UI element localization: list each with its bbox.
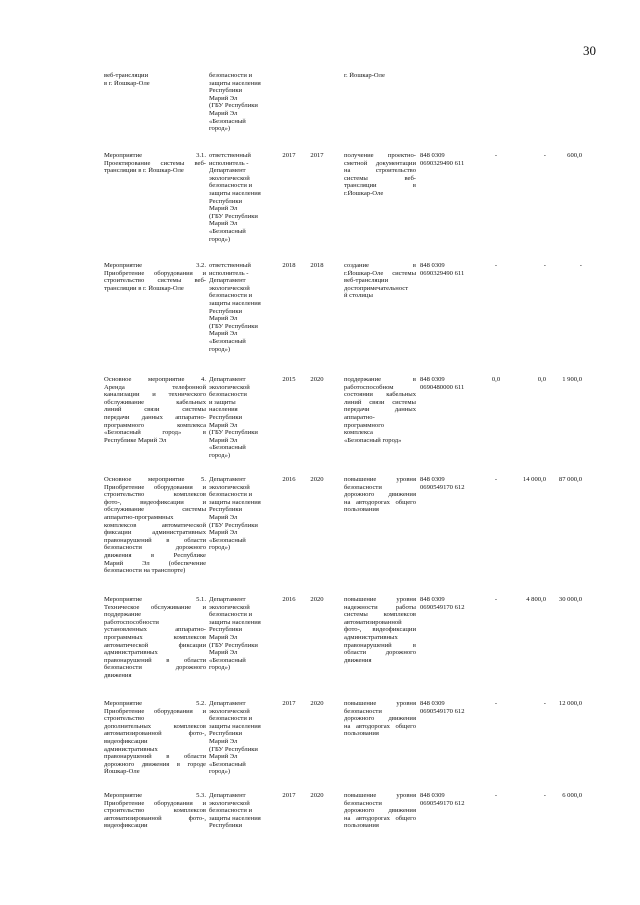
activity-name-line: Мероприятие 5.2.: [104, 700, 206, 707]
responsible-executor-line: экологической: [209, 174, 250, 182]
activity-name: [104, 262, 206, 292]
funding-value-1: -: [494, 262, 498, 269]
activity-name-line: фиксации административных: [104, 529, 206, 537]
expected-result-line: состоянии кабельных: [344, 391, 416, 399]
expected-result-line: безопасности: [344, 483, 382, 491]
activity-name-line: Основное мероприятие 5.: [104, 476, 206, 483]
start-year: 2017: [282, 792, 296, 799]
activity-name-line: «Безопасный город» в: [104, 429, 206, 437]
expected-result-line: передачи данных: [344, 406, 416, 414]
expected-result-line: безопасности: [344, 799, 382, 807]
expected-result-line: пользования: [344, 730, 379, 738]
responsible-executor: [209, 72, 269, 133]
responsible-executor-line: (ГБУ Республики: [209, 641, 258, 649]
responsible-executor-line: Департамент: [209, 476, 246, 483]
responsible-executor-line: Департамент: [209, 277, 246, 285]
activity-name-line: Проектирование системы веб-: [104, 159, 206, 167]
activity-name-line: строительство комплексов: [104, 807, 206, 815]
expected-result-line: на автодорогах общего: [344, 722, 416, 730]
expected-result-line: достопримечательност: [344, 284, 409, 292]
funding-value-3: 600,0: [567, 152, 582, 159]
expected-result-line: дорожного движения: [344, 807, 416, 815]
responsible-executor-line: Республики: [209, 197, 243, 205]
funding-value-1: -: [494, 596, 498, 603]
activity-name-line: Республике Марий Эл: [104, 436, 167, 444]
activity-name-line: безопасности на транспорте): [104, 567, 186, 575]
responsible-executor-line: исполнитель -: [209, 269, 249, 277]
activity-name-line: безопасности дорожного: [104, 544, 206, 552]
responsible-executor-line: и защиты: [209, 398, 236, 406]
funding-value-1: -: [494, 476, 498, 483]
expected-result: [344, 262, 416, 300]
responsible-executor-line: Марий Эл: [209, 529, 238, 537]
expected-result: [344, 376, 416, 444]
expected-result-line: на автодорогах общего: [344, 498, 416, 506]
responsible-executor-line: «Безопасный: [209, 337, 246, 345]
responsible-executor-line: Марий Эл: [209, 94, 238, 102]
budget-code-line: 848 0309: [420, 700, 445, 707]
responsible-executor-line: Марий Эл: [209, 737, 238, 745]
responsible-executor-line: защиты населения: [209, 618, 261, 626]
start-year: 2016: [282, 596, 296, 603]
responsible-executor-line: Департамент: [209, 792, 246, 799]
activity-name-line: строительство: [104, 715, 145, 723]
funding-value-2: 0,0: [537, 376, 546, 383]
budget-code-line: 848 0309: [420, 476, 445, 483]
activity-name-line: установленных аппаратно-: [104, 626, 206, 634]
activity-name: [104, 476, 206, 575]
expected-result-line: пользования: [344, 506, 379, 514]
funding-value-3: 1 900,0: [562, 376, 582, 383]
responsible-executor-line: Департамент: [209, 376, 246, 383]
funding-value-2: -: [543, 152, 546, 159]
responsible-executor: [209, 792, 269, 830]
expected-result-line: получение проектно-: [344, 152, 416, 159]
activity-name-line: Основное мероприятие 4.: [104, 376, 206, 383]
responsible-executor-line: «Безопасный: [209, 117, 246, 125]
responsible-executor-line: Марий Эл: [209, 205, 238, 213]
expected-result-line: на строительство: [344, 167, 416, 175]
activity-name-line: трансляции в г. Йошкар-Оле: [104, 284, 184, 292]
activity-name-line: программного комплекса: [104, 421, 206, 429]
expected-result-line: надежности работы: [344, 603, 416, 611]
responsible-executor-line: экологической: [209, 383, 250, 391]
end-year: 2017: [310, 152, 324, 159]
responsible-executor-line: Марий Эл: [209, 436, 238, 444]
expected-result: [344, 152, 416, 198]
responsible-executor-line: Республики: [209, 307, 243, 315]
end-year: 2020: [310, 476, 324, 483]
responsible-executor-line: «Безопасный: [209, 760, 246, 768]
expected-result-line: дорожного движения: [344, 715, 416, 723]
activity-name-line: правонарушений в области: [104, 656, 206, 664]
start-year: 2017: [282, 152, 296, 159]
responsible-executor-line: экологической: [209, 603, 250, 611]
responsible-executor-line: (ГБУ Республики: [209, 745, 258, 753]
budget-code-line: 848 0309: [420, 262, 445, 269]
responsible-executor-line: Марий Эл: [209, 649, 238, 657]
start-year: 2015: [282, 376, 296, 383]
expected-result-line: повышение уровня: [344, 476, 416, 483]
activity-name-line: Марий Эл (обеспечение: [104, 559, 206, 567]
responsible-executor-line: Марий Эл: [209, 315, 238, 323]
expected-result: [344, 792, 416, 830]
budget-code-line: 0690480000 611: [420, 383, 465, 391]
expected-result-line: г. Йошкар-Оле: [344, 72, 385, 79]
responsible-executor-line: безопасности и: [209, 292, 253, 300]
expected-result: [344, 596, 416, 664]
activity-name: [104, 72, 206, 87]
start-year: 2017: [282, 700, 296, 707]
responsible-executor-line: ответственный: [209, 262, 251, 269]
funding-value-2: 14 000,0: [522, 476, 546, 483]
responsible-executor-line: Республики: [209, 822, 243, 830]
responsible-executor-line: город»): [209, 768, 231, 776]
expected-result: [344, 72, 416, 80]
budget-code-line: 848 0309: [420, 152, 445, 159]
responsible-executor-line: Марий Эл: [209, 330, 238, 338]
activity-name-line: Приобретение оборудования и: [104, 269, 206, 277]
activity-name-line: строительство комплексов: [104, 491, 206, 499]
expected-result-line: линий связи системы: [344, 398, 416, 406]
funding-value-2: -: [543, 262, 546, 269]
expected-result-line: программного: [344, 421, 385, 429]
expected-result-line: комплекса: [344, 429, 373, 437]
expected-result-line: г.Йошкар-Оле: [344, 189, 384, 197]
activity-name-line: аппаратно-программных: [104, 513, 174, 521]
activity-name-line: автоматической фиксации: [104, 641, 206, 649]
expected-result: [344, 476, 416, 514]
responsible-executor-line: город»): [209, 664, 231, 672]
responsible-executor-line: населения: [209, 406, 238, 414]
responsible-executor-line: (ГБУ Республики: [209, 102, 258, 110]
funding-value-1: 0,0: [491, 376, 501, 383]
activity-name-line: в г. Йошкар-Оле: [104, 79, 150, 87]
responsible-executor-line: безопасности и: [209, 807, 253, 815]
activity-name-line: передачи данных аппаратно-: [104, 413, 206, 421]
responsible-executor-line: (ГБУ Республики: [209, 521, 258, 529]
expected-result-line: дорожного движения: [344, 491, 416, 499]
activity-name-line: дорожного движения в городе: [104, 760, 206, 768]
responsible-executor-line: ответственный: [209, 152, 251, 159]
activity-name: [104, 596, 206, 680]
activity-name-line: правонарушений в области: [104, 536, 206, 544]
responsible-executor-line: «Безопасный: [209, 656, 246, 664]
budget-code: [420, 152, 482, 167]
funding-value-3: 87 000,0: [558, 476, 582, 483]
end-year: 2020: [310, 376, 324, 383]
responsible-executor-line: (ГБУ Республики: [209, 429, 258, 437]
activity-name-line: административных: [104, 745, 158, 753]
page-number: 30: [583, 43, 596, 58]
expected-result-line: повышение уровня: [344, 596, 416, 603]
end-year: 2020: [310, 700, 324, 707]
funding-value-3: 12 000,0: [558, 700, 582, 707]
responsible-executor-line: город»): [209, 451, 231, 459]
activity-name-line: канализации и технического: [104, 391, 206, 399]
responsible-executor-line: экологической: [209, 799, 250, 807]
expected-result-line: работоспособном: [344, 383, 394, 391]
expected-result-line: безопасности: [344, 707, 382, 715]
responsible-executor-line: город»): [209, 235, 231, 243]
funding-value-2: 4 800,0: [526, 596, 546, 603]
responsible-executor-line: защиты населения: [209, 299, 261, 307]
budget-code: [420, 700, 482, 715]
expected-result-line: фото-, видеофиксации: [344, 626, 416, 634]
expected-result-line: пользования: [344, 822, 379, 830]
expected-result-line: й столицы: [344, 292, 373, 300]
responsible-executor-line: экологической: [209, 707, 250, 715]
activity-name-line: Техническое обслуживание и: [104, 603, 206, 611]
budget-code-line: 0690329490 611: [420, 159, 465, 167]
start-year: 2018: [282, 262, 296, 269]
activity-name: [104, 376, 206, 444]
responsible-executor-line: безопасности и: [209, 611, 253, 619]
funding-value-3: 30 000,0: [558, 596, 582, 603]
expected-result-line: повышение уровня: [344, 700, 416, 707]
expected-result-line: создание в: [344, 262, 416, 269]
expected-result-line: повышение уровня: [344, 792, 416, 799]
expected-result-line: веб-трансляции: [344, 277, 389, 285]
end-year: 2018: [310, 262, 324, 269]
budget-code-line: 0690329490 611: [420, 269, 465, 277]
expected-result-line: на автодорогах общего: [344, 814, 416, 822]
responsible-executor: [209, 596, 269, 672]
funding-value-2: -: [543, 700, 546, 707]
responsible-executor-line: Марий Эл: [209, 633, 238, 641]
responsible-executor-line: безопасности и: [209, 491, 253, 499]
responsible-executor-line: экологической: [209, 483, 250, 491]
budget-code-line: 848 0309: [420, 596, 445, 603]
responsible-executor: [209, 476, 269, 552]
expected-result-line: правонарушений в: [344, 641, 416, 649]
responsible-executor-line: Республики: [209, 87, 243, 95]
responsible-executor-line: Департамент: [209, 700, 246, 707]
expected-result-line: движения: [344, 656, 372, 664]
responsible-executor: [209, 152, 269, 243]
activity-name-line: движения в Республике: [104, 551, 206, 559]
budget-code: [420, 476, 482, 491]
responsible-executor-line: Республики: [209, 730, 243, 738]
expected-result-line: поддержание в: [344, 376, 416, 383]
funding-value-1: -: [494, 792, 498, 799]
expected-result-line: «Безопасный город»: [344, 436, 402, 444]
budget-code-line: 0690549170 612: [420, 483, 465, 491]
activity-name-line: правонарушений в области: [104, 753, 206, 761]
budget-code-line: 848 0309: [420, 376, 445, 383]
expected-result-line: сметной документации: [344, 159, 416, 167]
activity-name-line: обслуживание системы: [104, 506, 206, 514]
responsible-executor-line: Марий Эл: [209, 220, 238, 228]
budget-code: [420, 792, 482, 807]
funding-value-3: -: [579, 262, 582, 269]
expected-result-line: области дорожного: [344, 649, 416, 657]
responsible-executor-line: защиты населения: [209, 189, 261, 197]
activity-name: [104, 700, 206, 776]
activity-name-line: программных комплексов: [104, 633, 206, 641]
activity-name-line: поддержание: [104, 611, 142, 619]
activity-name-line: дополнительных комплексов: [104, 722, 206, 730]
expected-result-line: системы веб-: [344, 174, 416, 182]
activity-name-line: Мероприятие 5.3.: [104, 792, 206, 799]
responsible-executor-line: безопасности: [209, 391, 247, 399]
activity-name-line: комплексов автоматической: [104, 521, 206, 529]
expected-result-line: трансляции в: [344, 182, 416, 190]
budget-code-line: 0690549170 612: [420, 603, 465, 611]
responsible-executor-line: Марий Эл: [209, 513, 238, 521]
funding-value-3: 6 000,0: [562, 792, 582, 799]
responsible-executor-line: «Безопасный: [209, 444, 246, 452]
budget-code: [420, 262, 482, 277]
budget-code: [420, 596, 482, 611]
responsible-executor-line: Департамент: [209, 596, 246, 603]
activity-name-line: веб-трансляции: [104, 72, 149, 79]
activity-name-line: Приобретение оборудования и: [104, 483, 206, 491]
end-year: 2020: [310, 596, 324, 603]
activity-name-line: Мероприятие 3.1.: [104, 152, 206, 159]
responsible-executor-line: Департамент: [209, 167, 246, 175]
activity-name-line: Мероприятие 5.1.: [104, 596, 206, 603]
activity-name-line: Аренда телефонной: [104, 383, 206, 391]
responsible-executor-line: защиты населения: [209, 722, 261, 730]
responsible-executor-line: Марий Эл: [209, 109, 238, 117]
budget-code-line: 0690549170 612: [420, 707, 465, 715]
funding-value-1: -: [494, 700, 498, 707]
responsible-executor: [209, 700, 269, 776]
responsible-executor-line: Республики: [209, 626, 243, 634]
responsible-executor-line: «Безопасный: [209, 536, 246, 544]
responsible-executor-line: (ГБУ Республики: [209, 322, 258, 330]
activity-name-line: Мероприятие 3.2.: [104, 262, 206, 269]
activity-name-line: административных: [104, 649, 158, 657]
activity-name-line: движения: [104, 671, 132, 679]
expected-result-line: аппаратно-: [344, 413, 375, 421]
end-year: 2020: [310, 792, 324, 799]
activity-name-line: видеофиксации: [104, 737, 148, 745]
expected-result-line: г.Йошкар-Оле системы: [344, 269, 416, 277]
responsible-executor-line: защиты населения: [209, 79, 261, 87]
activity-name: [104, 792, 206, 830]
activity-name-line: видеофиксации: [104, 822, 148, 830]
activity-name-line: Приобретение оборудования и: [104, 707, 206, 715]
responsible-executor-line: защиты населения: [209, 814, 261, 822]
responsible-executor: [209, 262, 269, 353]
responsible-executor: [209, 376, 269, 460]
activity-name-line: автоматизированной фото-,: [104, 814, 206, 822]
responsible-executor-line: Республики: [209, 413, 243, 421]
responsible-executor-line: Марий Эл: [209, 421, 238, 429]
activity-name-line: линий связи системы: [104, 406, 206, 414]
activity-name-line: Йошкар-Оле: [104, 768, 140, 776]
expected-result-line: автоматизированной: [344, 618, 402, 626]
responsible-executor-line: город»): [209, 125, 231, 133]
expected-result: [344, 700, 416, 738]
start-year: 2016: [282, 476, 296, 483]
funding-value-1: -: [494, 152, 498, 159]
responsible-executor-line: город»): [209, 544, 231, 552]
budget-code-line: 848 0309: [420, 792, 445, 799]
activity-name: [104, 152, 206, 175]
activity-name-line: строительство системы веб-: [104, 277, 206, 285]
budget-code-line: 0690549170 612: [420, 799, 465, 807]
expected-result-line: системы комплексов: [344, 611, 416, 619]
activity-name-line: фото-, видеофиксации и: [104, 498, 206, 506]
expected-result-line: административных: [344, 633, 398, 641]
responsible-executor-line: город»): [209, 345, 231, 353]
activity-name-line: автоматизированной фото-,: [104, 730, 206, 738]
responsible-executor-line: экологической: [209, 284, 250, 292]
activity-name-line: обслуживание кабельных: [104, 398, 206, 406]
responsible-executor-line: Марий Эл: [209, 753, 238, 761]
budget-code: [420, 376, 482, 391]
activity-name-line: Приобретение оборудования и: [104, 799, 206, 807]
responsible-executor-line: Республики: [209, 506, 243, 514]
responsible-executor-line: безопасности и: [209, 72, 253, 79]
activity-name-line: работоспособности: [104, 618, 159, 626]
responsible-executor-line: (ГБУ Республики: [209, 212, 258, 220]
responsible-executor-line: безопасности и: [209, 715, 253, 723]
activity-name-line: безопасности дорожного: [104, 664, 206, 672]
responsible-executor-line: защиты населения: [209, 498, 261, 506]
responsible-executor-line: исполнитель -: [209, 159, 249, 167]
funding-value-2: -: [543, 792, 546, 799]
activity-name-line: трансляции в г. Йошкар-Оле: [104, 167, 184, 175]
responsible-executor-line: «Безопасный: [209, 227, 246, 235]
responsible-executor-line: безопасности и: [209, 182, 253, 190]
